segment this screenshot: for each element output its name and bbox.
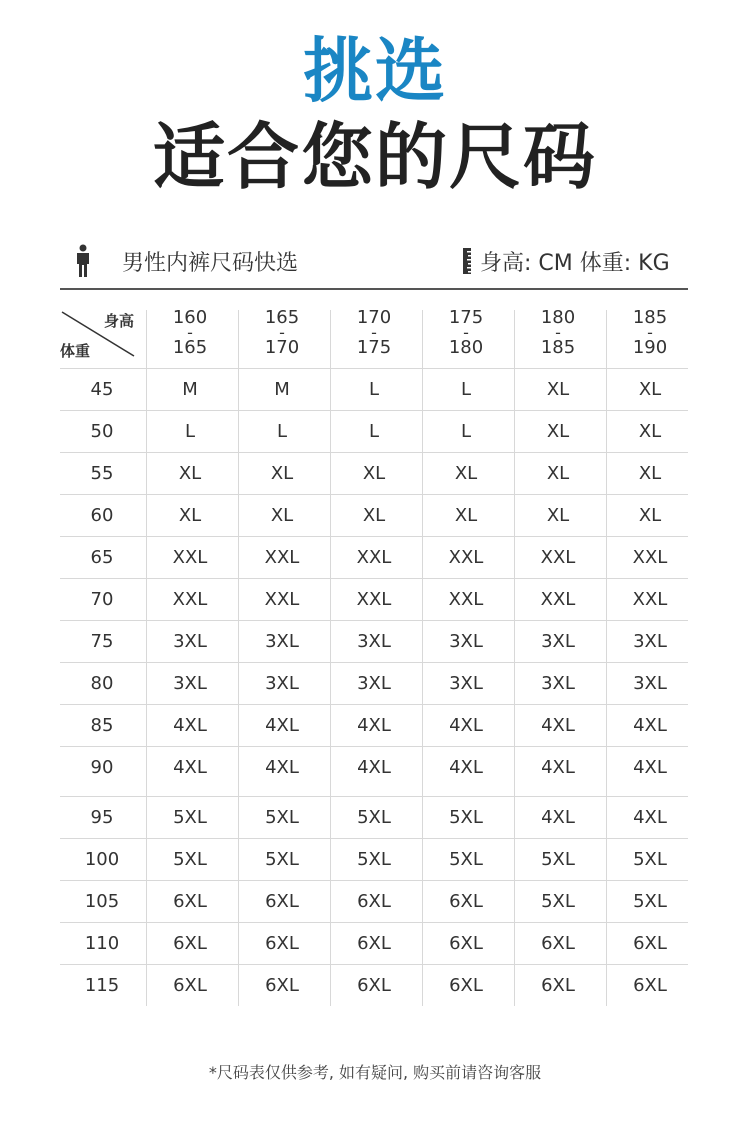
size-cell: 3XL	[357, 673, 391, 694]
person-icon	[74, 244, 92, 278]
table-row	[60, 964, 688, 1007]
size-cell: 6XL	[265, 975, 299, 996]
size-cell: XL	[638, 505, 662, 526]
size-cell: 6XL	[541, 975, 575, 996]
height-range-to: 170	[264, 337, 300, 358]
table-row	[60, 620, 688, 663]
size-cell: 3XL	[633, 673, 667, 694]
weight-cell: 50	[90, 421, 114, 442]
height-range-sep: -	[187, 323, 193, 342]
size-cell: 6XL	[173, 975, 207, 996]
height-range-from: 160	[172, 307, 208, 328]
weight-cell: 90	[90, 757, 114, 778]
size-cell: 5XL	[633, 849, 667, 870]
table-header	[60, 290, 688, 368]
size-cell: 3XL	[265, 631, 299, 652]
height-range-from: 175	[448, 307, 484, 328]
height-range-from: 180	[540, 307, 576, 328]
column-divider	[606, 310, 607, 1006]
size-cell: 6XL	[265, 933, 299, 954]
size-cell: 4XL	[541, 715, 575, 736]
height-range-to: 185	[540, 337, 576, 358]
size-cell: XL	[178, 505, 202, 526]
size-cell: 3XL	[449, 631, 483, 652]
table-row	[60, 368, 688, 411]
size-cell: XXL	[448, 589, 484, 610]
column-divider	[422, 310, 423, 1006]
size-cell: XL	[546, 379, 570, 400]
height-range-header	[420, 307, 512, 358]
size-cell: 5XL	[449, 849, 483, 870]
weight-cell: 115	[84, 975, 120, 996]
height-range-sep: -	[555, 323, 561, 342]
size-cell: 4XL	[449, 757, 483, 778]
size-cell: L	[460, 379, 472, 400]
table-row	[60, 838, 688, 881]
size-cell: XL	[362, 505, 386, 526]
size-cell: L	[184, 421, 196, 442]
size-cell: XXL	[448, 547, 484, 568]
size-cell: 4XL	[449, 715, 483, 736]
size-cell: 6XL	[633, 933, 667, 954]
size-cell: 5XL	[265, 807, 299, 828]
weight-cell: 95	[90, 807, 114, 828]
size-cell: L	[368, 379, 380, 400]
size-cell: XXL	[632, 547, 668, 568]
size-cell: 5XL	[541, 849, 575, 870]
size-cell: XXL	[632, 589, 668, 610]
size-cell: XL	[270, 505, 294, 526]
size-cell: XL	[546, 505, 570, 526]
size-cell: 6XL	[541, 933, 575, 954]
size-cell: 6XL	[449, 891, 483, 912]
footer-note: *尺码表仅供参考, 如有疑问, 购买前请咨询客服	[208, 1063, 542, 1082]
height-range-sep: -	[279, 323, 285, 342]
size-cell: 3XL	[173, 673, 207, 694]
size-cell: 5XL	[633, 891, 667, 912]
size-cell: XL	[638, 421, 662, 442]
size-cell: XXL	[540, 547, 576, 568]
weight-cell: 110	[84, 933, 120, 954]
size-cell: 6XL	[173, 933, 207, 954]
height-range-from: 185	[632, 307, 668, 328]
size-cell: 6XL	[173, 891, 207, 912]
page-title: 适合您的尺码	[152, 115, 597, 199]
size-cell: 4XL	[265, 715, 299, 736]
size-cell: 5XL	[357, 807, 391, 828]
size-cell: XL	[362, 463, 386, 484]
size-cell: XXL	[172, 547, 208, 568]
table-row	[60, 746, 688, 789]
size-cell: 6XL	[633, 975, 667, 996]
size-cell: 6XL	[449, 975, 483, 996]
size-cell: 5XL	[173, 807, 207, 828]
size-cell: 4XL	[173, 715, 207, 736]
weight-cell: 55	[90, 463, 114, 484]
weight-cell: 80	[90, 673, 114, 694]
weight-cell: 85	[90, 715, 114, 736]
size-cell: XL	[454, 505, 478, 526]
size-cell: XXL	[172, 589, 208, 610]
size-cell: 4XL	[173, 757, 207, 778]
size-cell: 3XL	[541, 673, 575, 694]
height-range-to: 165	[172, 337, 208, 358]
height-range-sep: -	[463, 323, 469, 342]
column-divider	[238, 310, 239, 1006]
size-cell: 5XL	[357, 849, 391, 870]
column-divider	[514, 310, 515, 1006]
size-cell: XL	[638, 463, 662, 484]
table-row	[60, 796, 688, 839]
height-range-header	[512, 307, 604, 358]
size-cell: L	[368, 421, 380, 442]
size-cell: XL	[546, 463, 570, 484]
size-cell: 3XL	[173, 631, 207, 652]
size-cell: 6XL	[357, 933, 391, 954]
height-range-to: 180	[448, 337, 484, 358]
weight-cell: 100	[84, 849, 120, 870]
table-row	[60, 536, 688, 579]
size-cell: 4XL	[633, 715, 667, 736]
weight-cell: 45	[90, 379, 114, 400]
table-row	[60, 880, 688, 923]
height-range-to: 175	[356, 337, 392, 358]
size-cell: 4XL	[265, 757, 299, 778]
size-cell: 5XL	[173, 849, 207, 870]
size-cell: 4XL	[633, 807, 667, 828]
size-cell: 6XL	[265, 891, 299, 912]
size-cell: 5XL	[449, 807, 483, 828]
corner-height-label: 身高	[104, 312, 135, 330]
title-highlight: 挑选	[303, 30, 447, 112]
size-cell: XL	[178, 463, 202, 484]
size-cell: XXL	[540, 589, 576, 610]
height-range-from: 165	[264, 307, 300, 328]
weight-cell: 105	[84, 891, 120, 912]
table-row	[60, 494, 688, 537]
size-cell: 4XL	[541, 807, 575, 828]
size-cell: 6XL	[357, 975, 391, 996]
size-cell: L	[460, 421, 472, 442]
height-range-sep: -	[647, 323, 653, 342]
height-range-from: 170	[356, 307, 392, 328]
height-range-header	[236, 307, 328, 358]
size-cell: L	[276, 421, 288, 442]
info-bar	[60, 238, 688, 284]
size-cell: 3XL	[265, 673, 299, 694]
column-divider	[330, 310, 331, 1006]
units-label: 身高: CM 体重: KG	[480, 251, 670, 276]
size-cell: XXL	[264, 547, 300, 568]
height-range-sep: -	[371, 323, 377, 342]
table-row	[60, 922, 688, 965]
table-row	[60, 410, 688, 453]
size-cell: 3XL	[541, 631, 575, 652]
corner-weight-label: 体重	[60, 342, 91, 360]
height-range-to: 190	[632, 337, 668, 358]
column-divider	[146, 310, 147, 1006]
size-cell: XL	[270, 463, 294, 484]
size-cell: 3XL	[357, 631, 391, 652]
table-row	[60, 452, 688, 495]
size-cell: 4XL	[541, 757, 575, 778]
weight-cell: 75	[90, 631, 114, 652]
size-cell: 3XL	[449, 673, 483, 694]
size-cell: 3XL	[633, 631, 667, 652]
size-cell: 4XL	[357, 757, 391, 778]
table-row	[60, 662, 688, 705]
weight-cell: 65	[90, 547, 114, 568]
size-cell: M	[182, 379, 198, 400]
size-cell: XXL	[264, 589, 300, 610]
size-cell: 6XL	[357, 891, 391, 912]
size-cell: XL	[454, 463, 478, 484]
size-cell: 5XL	[265, 849, 299, 870]
quick-select-label: 男性内裤尺码快选	[122, 251, 299, 276]
size-cell: XXL	[356, 547, 392, 568]
ruler-icon	[462, 248, 472, 274]
size-cell: XL	[546, 421, 570, 442]
height-range-header	[144, 307, 236, 358]
weight-cell: 60	[90, 505, 114, 526]
table-row	[60, 578, 688, 621]
table-row	[60, 704, 688, 747]
weight-cell: 70	[90, 589, 114, 610]
size-cell: 5XL	[541, 891, 575, 912]
size-cell: 6XL	[449, 933, 483, 954]
size-cell: 4XL	[633, 757, 667, 778]
size-cell: XL	[638, 379, 662, 400]
height-range-header	[328, 307, 420, 358]
height-range-header	[604, 307, 696, 358]
size-cell: XXL	[356, 589, 392, 610]
size-cell: M	[274, 379, 290, 400]
size-cell: 4XL	[357, 715, 391, 736]
